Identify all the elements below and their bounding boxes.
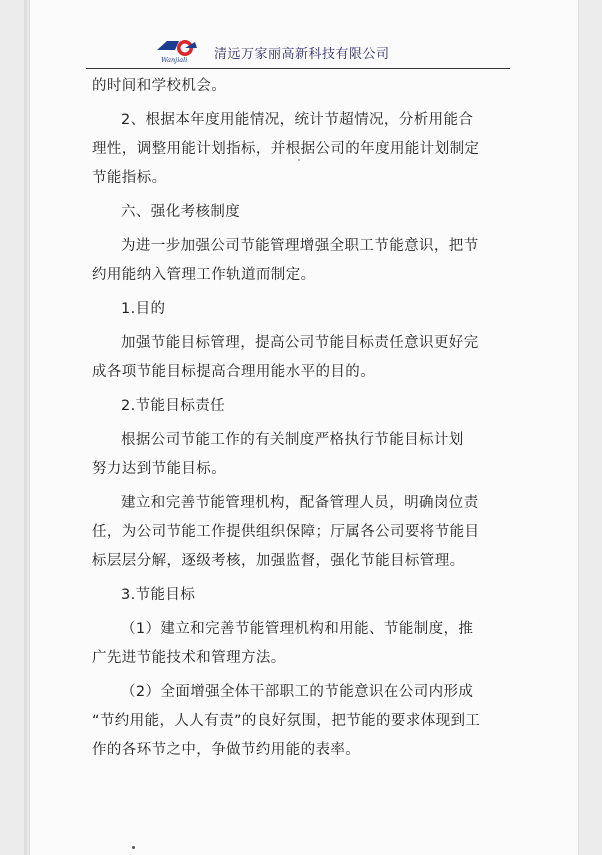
text-line: 标层层分解，逐级考核，加强监督，强化节能目标管理。 [92,553,465,569]
text-line: 作的各环节之中，争做节约用能的表率。 [92,742,361,758]
text-line: 努力达到节能目标。 [92,461,227,477]
scan-speck [298,159,300,161]
paragraph [92,426,512,484]
logo-icon [155,38,211,64]
text-line: 节能指标。 [92,170,167,186]
paragraph [92,329,512,387]
svg-text:Wanjiali: Wanjiali [161,56,188,64]
paragraph [92,678,512,765]
text-line: 2、根据本年度用能情况，统计节超情况，分析用能合 [121,112,474,128]
subheading [92,581,512,610]
text-line: 加强节能目标管理，提高公司节能目标责任意识更好完 [121,335,479,351]
text-line: 3.节能目标 [121,587,196,603]
body-text [92,72,512,765]
subheading [92,295,512,324]
text-line: 任，为公司节能工作提供组织保障；厅属各公司要将节能目 [92,524,480,540]
section-heading [92,198,512,227]
scan-speck [132,846,135,849]
company-logo [155,38,211,64]
letterhead [155,38,390,64]
text-line: （1）建立和完善节能管理机构和用能、节能制度，推 [121,621,474,637]
subheading [92,392,512,421]
text-line: “节约用能，人人有责”的良好氛围，把节能的要求体现到工 [92,713,481,729]
text-line: 的时间和学校机会。 [92,78,227,94]
text-line: 约用能纳入管理工作轨道而制定。 [92,267,316,283]
text-line: 广先进节能技术和管理方法。 [92,650,286,666]
text-line: 2.节能目标责任 [121,398,226,414]
text-line: 建立和完善节能管理机构，配备管理人员，明确岗位责 [121,495,479,511]
header-divider [86,68,510,69]
text-line: （2）全面增强全体干部职工的节能意识在公司内形成 [121,684,474,700]
paragraph [92,615,512,673]
text-line: 为进一步加强公司节能管理增强全职工节能意识，把节 [121,238,479,254]
text-line: 六、强化考核制度 [121,204,241,220]
paragraph [92,106,512,193]
text-line: 1.目的 [121,301,166,317]
text-line: 理性，调整用能计划指标，并根据公司的年度用能计划制定 [92,141,480,157]
paragraph [92,489,512,576]
paragraph [92,72,512,101]
paragraph [92,232,512,290]
text-line: 根据公司节能工作的有关制度严格执行节能目标计划 [121,432,464,448]
company-name: 清远万家丽高新科技有限公司 [214,47,390,62]
text-line: 成各项节能目标提高合理用能水平的目的。 [92,364,376,380]
